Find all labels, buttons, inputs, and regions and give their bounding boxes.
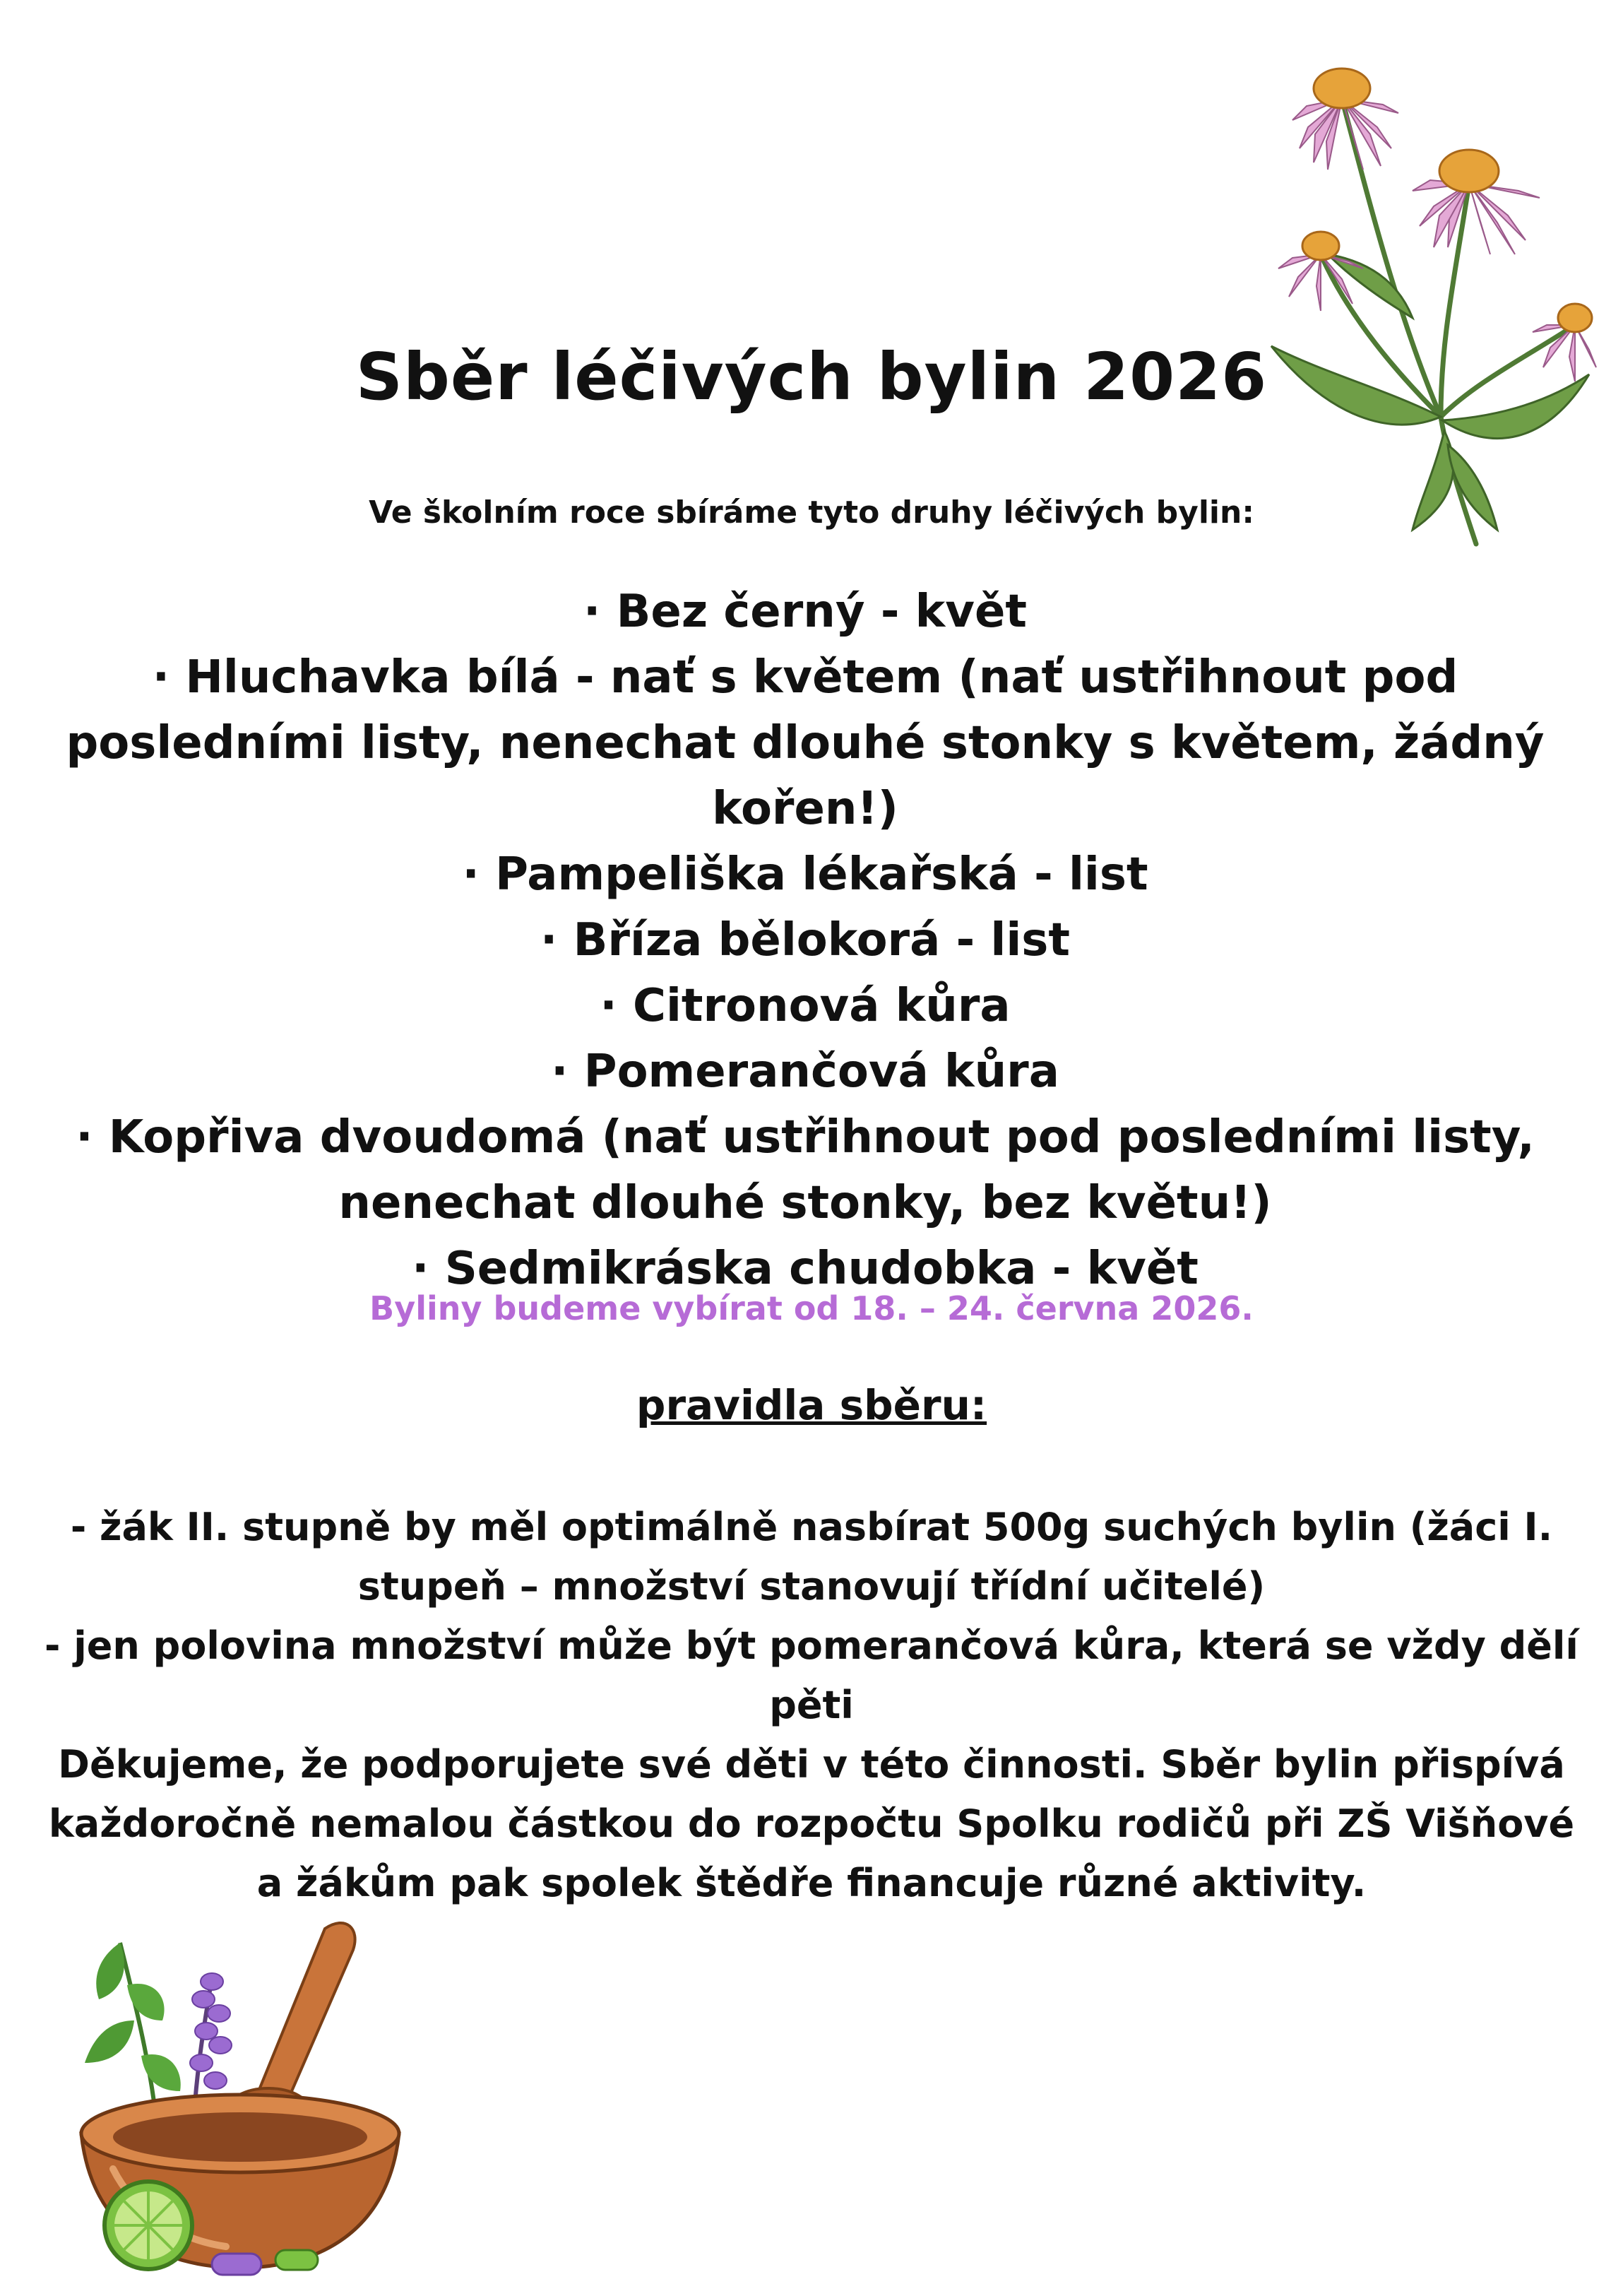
mortar-pestle-illustration <box>71 1900 410 2282</box>
rule-item: - žák II. stupně by měl optimálně nasbírat 500g suchých bylin (žáci I. stupeň – množství stanovují třídní učitelé) <box>70 1505 1553 1609</box>
thanks-text: Děkujeme, že podporujete své děti v této činnosti. Sběr bylin přispívá každoročně nemalou částkou do rozpočtu Spolku rodičů při ZŠ Višňové a žákům pak spolek štědře financuje různé aktivity. <box>48 1742 1575 1905</box>
herb-sprigs <box>85 1943 232 2112</box>
herb-item: · Citronová kůra <box>600 980 1011 1032</box>
herb-item: · Pomerančová kůra <box>551 1046 1059 1098</box>
echinacea-illustration <box>1264 21 1603 558</box>
intro-text: Ve školním roce sbíráme tyto druhy léčivých bylin: <box>369 495 1254 531</box>
herb-list <box>42 579 1568 1302</box>
lime-slice <box>105 2182 192 2269</box>
rules-heading: pravidla sběru: <box>636 1381 987 1429</box>
herb-item: · Bříza bělokorá - list <box>540 914 1070 966</box>
rules-section <box>35 1498 1588 1913</box>
collection-dates: Byliny budeme vybírat od 18. – 24. června 2026. <box>369 1289 1254 1327</box>
herb-item: · Kopřiva dvoudomá (nať ustřihnout pod posledními listy, nenechat dlouhé stonky, bez květu!) <box>76 1111 1535 1229</box>
herb-item: · Pampeliška lékařská - list <box>462 848 1148 901</box>
herb-item: · Hluchavka bílá - nať s květem (nať ustřihnout pod posledními listy, nenechat dlouhé stonky s květem, žádný kořen!) <box>66 651 1545 835</box>
page-title: Sběr léčivých bylin 2026 <box>355 339 1268 415</box>
herb-item: · Bez černý - květ <box>583 586 1027 638</box>
herb-item: · Sedmikráska chudobka - květ <box>412 1243 1199 1295</box>
rule-item: - jen polovina množství může být pomerančová kůra, která se vždy dělí pěti <box>44 1623 1579 1727</box>
